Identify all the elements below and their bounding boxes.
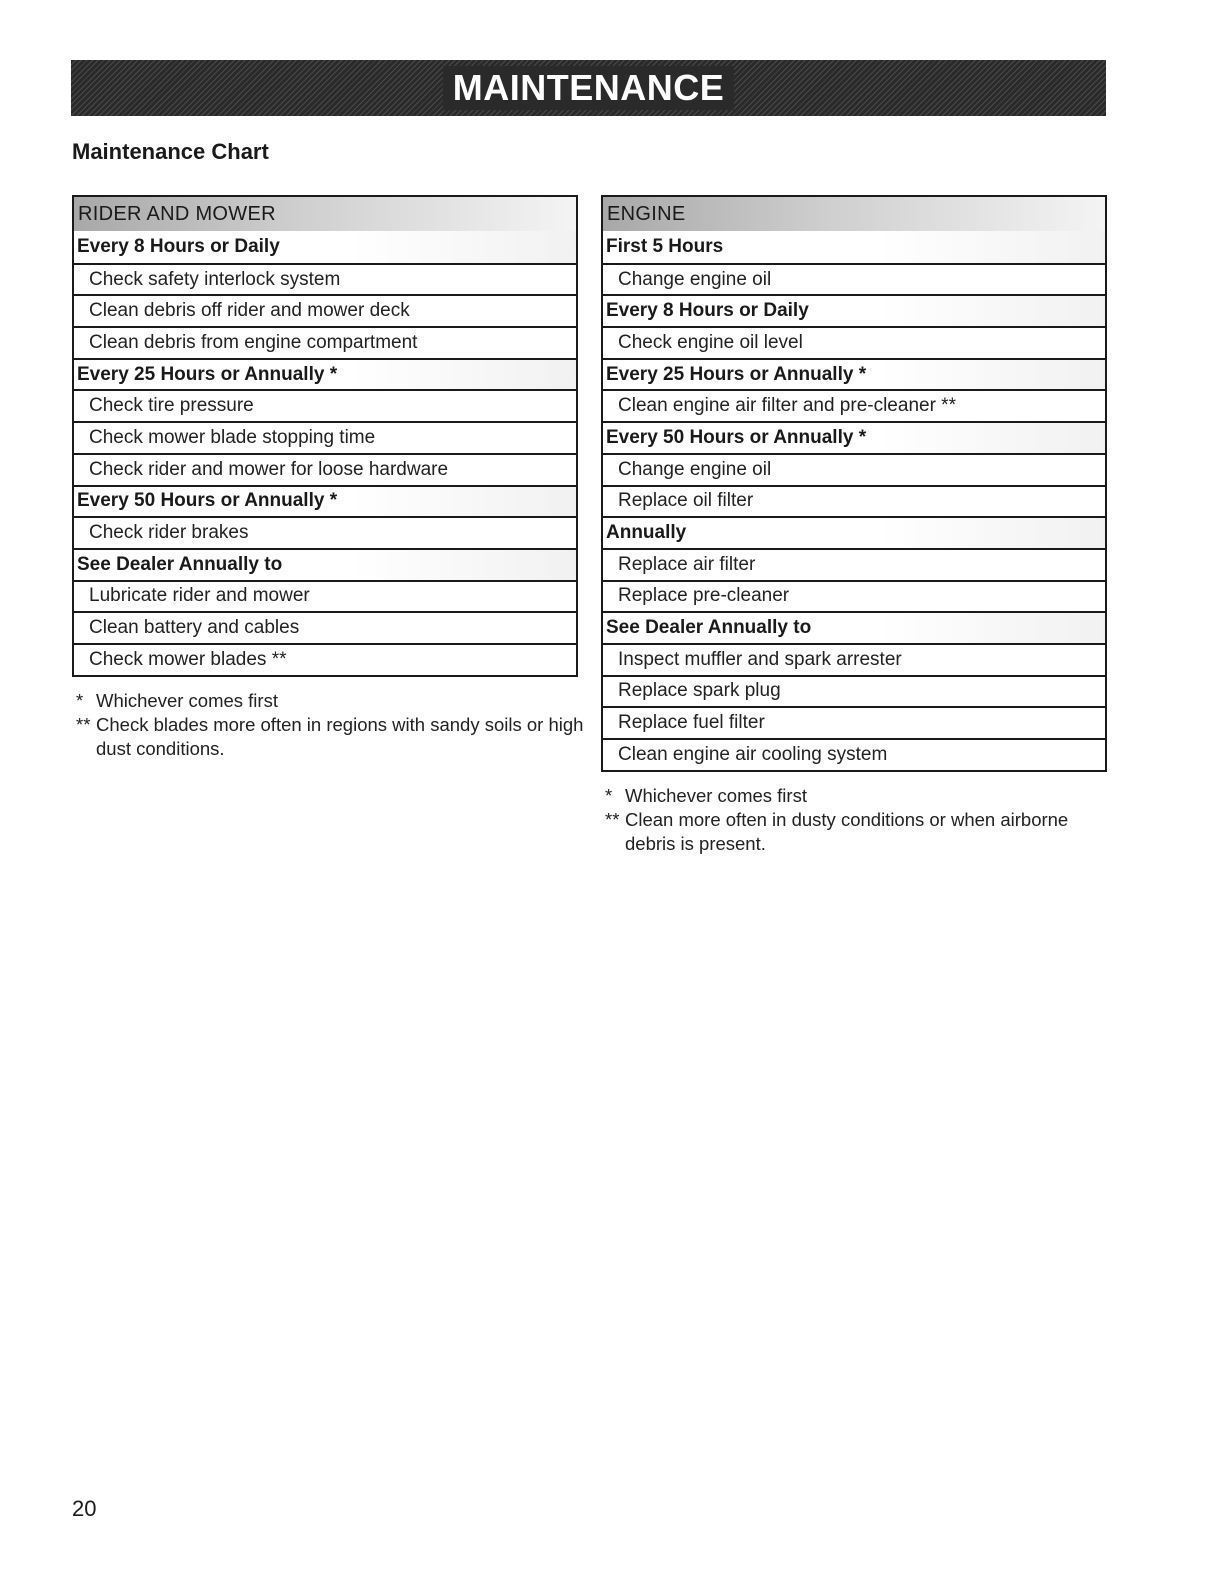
rider-task-row: Clean debris from engine compartment [74, 326, 576, 358]
rider-task-row: Clean battery and cables [74, 611, 576, 643]
rider-table-header: RIDER AND MOWER [74, 197, 576, 231]
rider-interval-row: See Dealer Annually to [74, 548, 576, 580]
rider-interval-row: Every 25 Hours or Annually * [74, 358, 576, 390]
rider-interval-row: Every 50 Hours or Annually * [74, 485, 576, 517]
engine-interval-row: See Dealer Annually to [603, 611, 1105, 643]
engine-task-row: Check engine oil level [603, 326, 1105, 358]
footnote-mark: * [76, 690, 84, 711]
engine-task-row: Clean engine air filter and pre-cleaner ** [603, 389, 1105, 421]
rider-footnotes [76, 689, 586, 761]
footnote-text: Whichever comes first [96, 690, 278, 711]
footnote [605, 808, 1115, 856]
rider-task-row: Clean debris off rider and mower deck [74, 294, 576, 326]
engine-task-row: Inspect muffler and spark arrester [603, 643, 1105, 675]
footnote-text: Whichever comes first [625, 785, 807, 806]
rider-interval-row: Every 8 Hours or Daily [74, 231, 576, 263]
footnote [76, 713, 586, 761]
banner-title: MAINTENANCE [443, 66, 735, 110]
engine-interval-row: Every 25 Hours or Annually * [603, 358, 1105, 390]
rider-task-row: Check rider brakes [74, 516, 576, 548]
engine-task-row: Replace fuel filter [603, 706, 1105, 738]
engine-task-row: Change engine oil [603, 453, 1105, 485]
footnote-mark: * [605, 785, 613, 806]
footnote-text: Check blades more often in regions with sandy soils or high dust conditions. [96, 714, 584, 759]
maintenance-banner [71, 60, 1106, 116]
rider-task-row: Check tire pressure [74, 389, 576, 421]
engine-task-row: Replace spark plug [603, 675, 1105, 707]
engine-task-row: Replace air filter [603, 548, 1105, 580]
rider-task-row: Check mower blades ** [74, 643, 576, 675]
engine-table [601, 195, 1107, 772]
rider-task-row: Check rider and mower for loose hardware [74, 453, 576, 485]
page-number: 20 [72, 1496, 97, 1521]
rider-task-row: Check mower blade stopping time [74, 421, 576, 453]
engine-task-row: Clean engine air cooling system [603, 738, 1105, 770]
footnote-text: Clean more often in dusty conditions or when airborne debris is present. [625, 809, 1069, 854]
footnote [76, 689, 586, 713]
footnote [605, 784, 1115, 808]
rider-task-row: Lubricate rider and mower [74, 580, 576, 612]
rider-mower-table [72, 195, 578, 677]
engine-interval-row: Every 8 Hours or Daily [603, 294, 1105, 326]
engine-task-row: Replace pre-cleaner [603, 580, 1105, 612]
engine-table-header: ENGINE [603, 197, 1105, 231]
engine-footnotes [605, 784, 1115, 856]
engine-task-row: Change engine oil [603, 263, 1105, 295]
section-title: Maintenance Chart [72, 139, 269, 164]
footnote-mark: ** [605, 809, 620, 830]
footnote-mark: ** [76, 714, 91, 735]
engine-task-row: Replace oil filter [603, 485, 1105, 517]
engine-interval-row: Every 50 Hours or Annually * [603, 421, 1105, 453]
engine-interval-row: Annually [603, 516, 1105, 548]
rider-task-row: Check safety interlock system [74, 263, 576, 295]
engine-interval-row: First 5 Hours [603, 231, 1105, 263]
